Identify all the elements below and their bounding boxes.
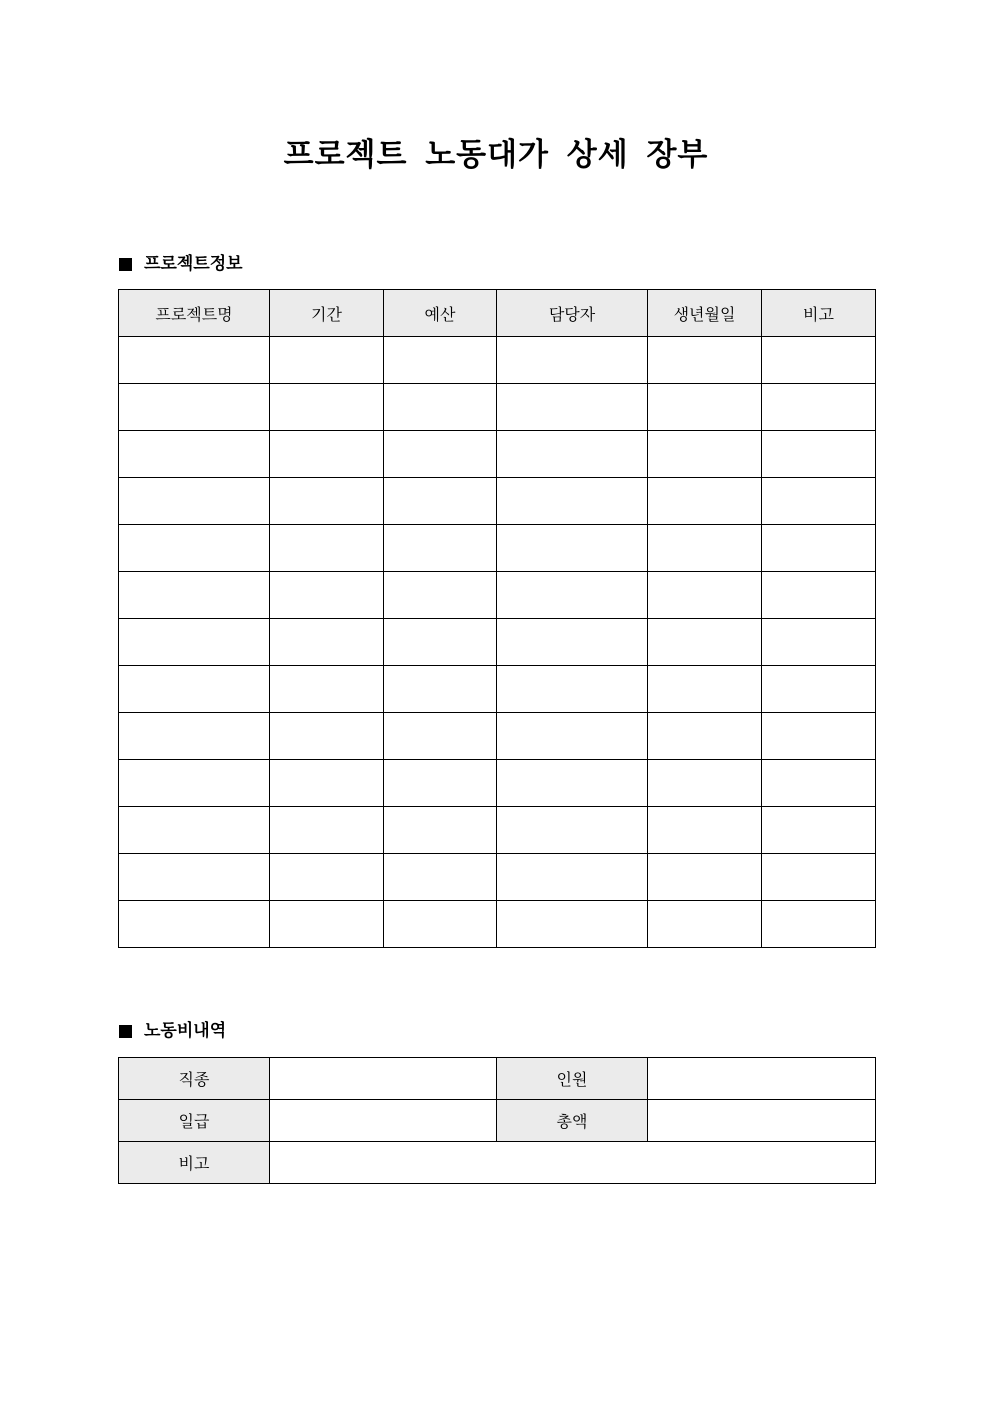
table-row bbox=[119, 337, 876, 384]
project-name-cell[interactable] bbox=[119, 854, 270, 901]
period-cell[interactable] bbox=[270, 478, 384, 525]
manager-cell[interactable] bbox=[497, 478, 648, 525]
table-row bbox=[119, 572, 876, 619]
labor-cost-table bbox=[118, 1057, 876, 1184]
total-amount-field[interactable] bbox=[648, 1100, 876, 1142]
project-name-cell[interactable] bbox=[119, 666, 270, 713]
project-name-cell[interactable] bbox=[119, 384, 270, 431]
table-row bbox=[119, 760, 876, 807]
budget-cell[interactable] bbox=[384, 760, 497, 807]
remarks-cell[interactable] bbox=[762, 619, 876, 666]
table-row bbox=[119, 807, 876, 854]
period-cell[interactable] bbox=[270, 337, 384, 384]
daily-wage-field[interactable] bbox=[270, 1100, 497, 1142]
table-row bbox=[119, 666, 876, 713]
labor-cost-heading bbox=[119, 1019, 226, 1043]
column-header-birthdate: 생년월일 bbox=[648, 290, 762, 337]
budget-cell[interactable] bbox=[384, 666, 497, 713]
birthdate-cell[interactable] bbox=[648, 901, 762, 948]
period-cell[interactable] bbox=[270, 666, 384, 713]
remarks-cell[interactable] bbox=[762, 854, 876, 901]
table-row bbox=[119, 525, 876, 572]
budget-cell[interactable] bbox=[384, 713, 497, 760]
table-row bbox=[119, 478, 876, 525]
remarks-cell[interactable] bbox=[762, 431, 876, 478]
remarks-cell[interactable] bbox=[762, 337, 876, 384]
job-type-label: 직종 bbox=[119, 1058, 270, 1100]
remarks-cell[interactable] bbox=[762, 478, 876, 525]
period-cell[interactable] bbox=[270, 760, 384, 807]
birthdate-cell[interactable] bbox=[648, 760, 762, 807]
project-info-heading-label: 프로젝트정보 bbox=[144, 254, 243, 274]
manager-cell[interactable] bbox=[497, 572, 648, 619]
manager-cell[interactable] bbox=[497, 901, 648, 948]
budget-cell[interactable] bbox=[384, 619, 497, 666]
birthdate-cell[interactable] bbox=[648, 619, 762, 666]
project-name-cell[interactable] bbox=[119, 619, 270, 666]
project-name-cell[interactable] bbox=[119, 572, 270, 619]
birthdate-cell[interactable] bbox=[648, 384, 762, 431]
manager-cell[interactable] bbox=[497, 384, 648, 431]
remarks-cell[interactable] bbox=[762, 384, 876, 431]
birthdate-cell[interactable] bbox=[648, 337, 762, 384]
table-row bbox=[119, 1142, 876, 1184]
remarks-cell[interactable] bbox=[762, 572, 876, 619]
headcount-field[interactable] bbox=[648, 1058, 876, 1100]
column-header-budget: 예산 bbox=[384, 290, 497, 337]
manager-cell[interactable] bbox=[497, 431, 648, 478]
project-name-cell[interactable] bbox=[119, 525, 270, 572]
daily-wage-label: 일급 bbox=[119, 1100, 270, 1142]
budget-cell[interactable] bbox=[384, 525, 497, 572]
total-amount-label: 총액 bbox=[497, 1100, 648, 1142]
manager-cell[interactable] bbox=[497, 854, 648, 901]
document-title: 프로젝트 노동대가 상세 장부 bbox=[283, 137, 709, 173]
period-cell[interactable] bbox=[270, 384, 384, 431]
remarks-cell[interactable] bbox=[762, 760, 876, 807]
project-info-table bbox=[118, 289, 876, 948]
project-name-cell[interactable] bbox=[119, 713, 270, 760]
manager-cell[interactable] bbox=[497, 619, 648, 666]
budget-cell[interactable] bbox=[384, 807, 497, 854]
headcount-label: 인원 bbox=[497, 1058, 648, 1100]
column-header-project-name: 프로젝트명 bbox=[119, 290, 270, 337]
table-row bbox=[119, 901, 876, 948]
birthdate-cell[interactable] bbox=[648, 478, 762, 525]
budget-cell[interactable] bbox=[384, 384, 497, 431]
remarks-cell[interactable] bbox=[762, 666, 876, 713]
square-bullet-icon bbox=[119, 258, 132, 271]
manager-cell[interactable] bbox=[497, 807, 648, 854]
table-row bbox=[119, 384, 876, 431]
period-cell[interactable] bbox=[270, 854, 384, 901]
table-row bbox=[119, 1100, 876, 1142]
job-type-field[interactable] bbox=[270, 1058, 497, 1100]
period-cell[interactable] bbox=[270, 807, 384, 854]
budget-cell[interactable] bbox=[384, 572, 497, 619]
manager-cell[interactable] bbox=[497, 666, 648, 713]
table-row bbox=[119, 619, 876, 666]
remarks-field[interactable] bbox=[270, 1142, 876, 1184]
manager-cell[interactable] bbox=[497, 337, 648, 384]
square-bullet-icon bbox=[119, 1025, 132, 1038]
table-row bbox=[119, 713, 876, 760]
manager-cell[interactable] bbox=[497, 760, 648, 807]
column-header-manager: 담당자 bbox=[497, 290, 648, 337]
remarks-cell[interactable] bbox=[762, 525, 876, 572]
column-header-period: 기간 bbox=[270, 290, 384, 337]
remarks-cell[interactable] bbox=[762, 807, 876, 854]
birthdate-cell[interactable] bbox=[648, 713, 762, 760]
period-cell[interactable] bbox=[270, 713, 384, 760]
table-header-row bbox=[119, 290, 876, 337]
project-name-cell[interactable] bbox=[119, 337, 270, 384]
project-name-cell[interactable] bbox=[119, 901, 270, 948]
manager-cell[interactable] bbox=[497, 525, 648, 572]
budget-cell[interactable] bbox=[384, 901, 497, 948]
period-cell[interactable] bbox=[270, 525, 384, 572]
budget-cell[interactable] bbox=[384, 478, 497, 525]
period-cell[interactable] bbox=[270, 572, 384, 619]
project-name-cell[interactable] bbox=[119, 478, 270, 525]
project-info-heading bbox=[119, 252, 243, 276]
budget-cell[interactable] bbox=[384, 854, 497, 901]
labor-cost-heading-label: 노동비내역 bbox=[144, 1021, 227, 1041]
remarks-label: 비고 bbox=[119, 1142, 270, 1184]
birthdate-cell[interactable] bbox=[648, 666, 762, 713]
period-cell[interactable] bbox=[270, 901, 384, 948]
period-cell[interactable] bbox=[270, 431, 384, 478]
table-row bbox=[119, 854, 876, 901]
column-header-remarks: 비고 bbox=[762, 290, 876, 337]
project-name-cell[interactable] bbox=[119, 807, 270, 854]
project-name-cell[interactable] bbox=[119, 760, 270, 807]
project-name-cell[interactable] bbox=[119, 431, 270, 478]
remarks-cell[interactable] bbox=[762, 713, 876, 760]
table-row bbox=[119, 431, 876, 478]
birthdate-cell[interactable] bbox=[648, 807, 762, 854]
manager-cell[interactable] bbox=[497, 713, 648, 760]
budget-cell[interactable] bbox=[384, 337, 497, 384]
birthdate-cell[interactable] bbox=[648, 572, 762, 619]
birthdate-cell[interactable] bbox=[648, 431, 762, 478]
birthdate-cell[interactable] bbox=[648, 854, 762, 901]
table-row bbox=[119, 1058, 876, 1100]
period-cell[interactable] bbox=[270, 619, 384, 666]
remarks-cell[interactable] bbox=[762, 901, 876, 948]
birthdate-cell[interactable] bbox=[648, 525, 762, 572]
budget-cell[interactable] bbox=[384, 431, 497, 478]
